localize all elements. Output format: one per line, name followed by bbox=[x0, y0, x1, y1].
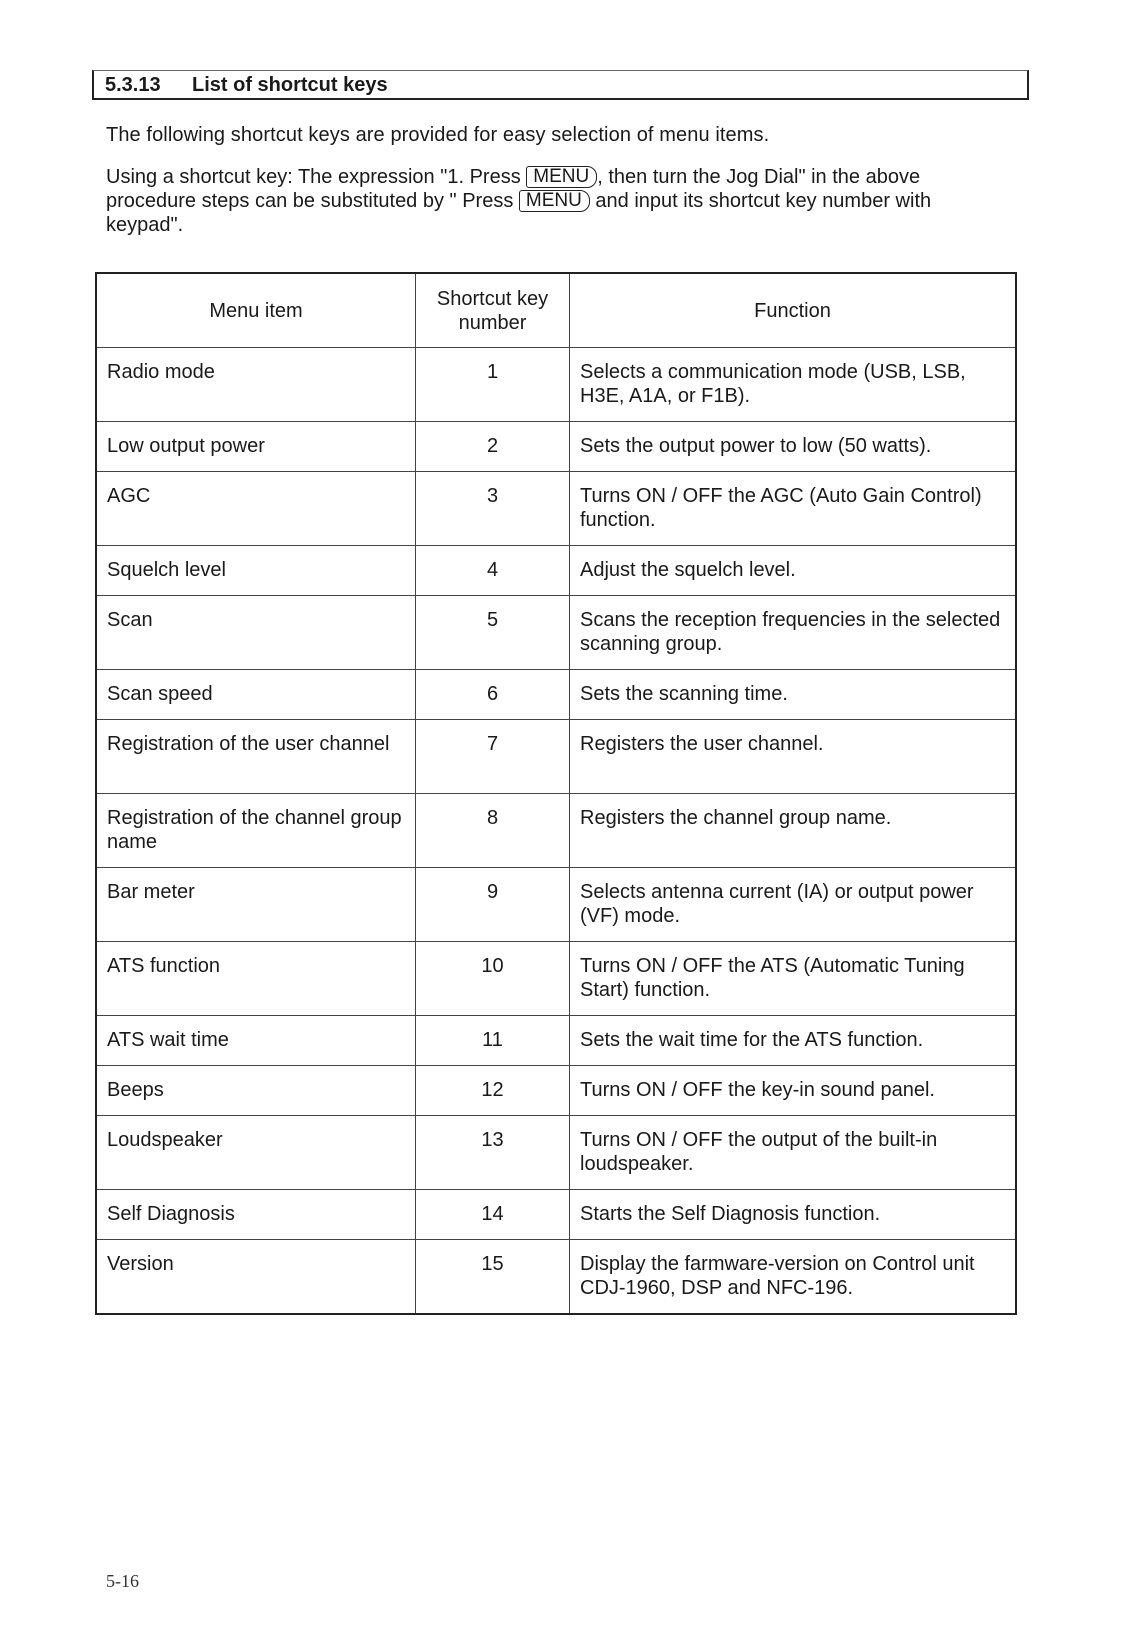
usage-text-2b: and input its shortcut key number with bbox=[589, 190, 932, 212]
table-row bbox=[96, 942, 1016, 1016]
shortcut-number-cell: 9 bbox=[416, 868, 570, 942]
menu-item-cell: ATS wait time bbox=[96, 1016, 416, 1066]
function-cell: Starts the Self Diagnosis function. bbox=[570, 1190, 1017, 1240]
header-menu-item: Menu item bbox=[96, 273, 416, 348]
shortcut-number-cell: 10 bbox=[416, 942, 570, 1016]
function-cell: Sets the wait time for the ATS function. bbox=[570, 1016, 1017, 1066]
menu-item-cell: Registration of the channel group name bbox=[96, 794, 416, 868]
header-shortcut-number: Shortcut key number bbox=[416, 273, 570, 348]
shortcut-number-cell: 15 bbox=[416, 1240, 570, 1315]
header-function: Function bbox=[570, 273, 1017, 348]
table-row bbox=[96, 1066, 1016, 1116]
shortcut-number-cell: 7 bbox=[416, 720, 570, 794]
usage-line-3: keypad". bbox=[106, 214, 184, 236]
usage-line-2 bbox=[106, 189, 1006, 213]
shortcut-table bbox=[95, 272, 1017, 1315]
section-title: List of shortcut keys bbox=[192, 74, 388, 96]
function-cell: Turns ON / OFF the AGC (Auto Gain Control) function. bbox=[570, 472, 1017, 546]
function-cell: Display the farmware-version on Control unit CDJ-1960, DSP and NFC-196. bbox=[570, 1240, 1017, 1315]
menu-item-cell: Low output power bbox=[96, 422, 416, 472]
table-row bbox=[96, 348, 1016, 422]
shortcut-number-cell: 12 bbox=[416, 1066, 570, 1116]
table-row bbox=[96, 720, 1016, 794]
menu-item-cell: Registration of the user channel bbox=[96, 720, 416, 794]
table-row bbox=[96, 1240, 1016, 1315]
page-number: 5-16 bbox=[106, 1571, 139, 1591]
function-cell: Sets the scanning time. bbox=[570, 670, 1017, 720]
menu-item-cell: Self Diagnosis bbox=[96, 1190, 416, 1240]
menu-key-icon: MENU bbox=[519, 190, 590, 212]
intro-paragraph: The following shortcut keys are provided for easy selection of menu items. bbox=[106, 124, 770, 146]
table-row bbox=[96, 596, 1016, 670]
table-row bbox=[96, 1116, 1016, 1190]
shortcut-number-cell: 4 bbox=[416, 546, 570, 596]
table-row bbox=[96, 670, 1016, 720]
shortcut-number-cell: 8 bbox=[416, 794, 570, 868]
menu-item-cell: ATS function bbox=[96, 942, 416, 1016]
function-cell: Selects a communication mode (USB, LSB, H3E, A1A, or F1B). bbox=[570, 348, 1017, 422]
menu-item-cell: Scan speed bbox=[96, 670, 416, 720]
usage-text-1a: Using a shortcut key: The expression "1. Press bbox=[106, 166, 527, 188]
shortcut-number-cell: 5 bbox=[416, 596, 570, 670]
menu-key-icon: MENU bbox=[526, 166, 597, 188]
function-cell: Scans the reception frequencies in the selected scanning group. bbox=[570, 596, 1017, 670]
menu-item-cell: Scan bbox=[96, 596, 416, 670]
function-cell: Adjust the squelch level. bbox=[570, 546, 1017, 596]
menu-item-cell: Squelch level bbox=[96, 546, 416, 596]
table-row bbox=[96, 794, 1016, 868]
shortcut-number-cell: 1 bbox=[416, 348, 570, 422]
usage-text-1b: , then turn the Jog Dial" in the above bbox=[597, 166, 921, 188]
function-cell: Selects antenna current (IA) or output power (VF) mode. bbox=[570, 868, 1017, 942]
menu-item-cell: Bar meter bbox=[96, 868, 416, 942]
shortcut-number-cell: 14 bbox=[416, 1190, 570, 1240]
function-cell: Turns ON / OFF the output of the built-in loudspeaker. bbox=[570, 1116, 1017, 1190]
menu-item-cell: Radio mode bbox=[96, 348, 416, 422]
shortcut-number-cell: 2 bbox=[416, 422, 570, 472]
usage-paragraph bbox=[106, 165, 1006, 237]
shortcut-number-cell: 3 bbox=[416, 472, 570, 546]
usage-text-2a: procedure steps can be substituted by " Press bbox=[106, 190, 519, 212]
shortcut-number-cell: 13 bbox=[416, 1116, 570, 1190]
function-cell: Registers the user channel. bbox=[570, 720, 1017, 794]
table-row bbox=[96, 1016, 1016, 1066]
table-header-row bbox=[96, 273, 1016, 348]
function-cell: Sets the output power to low (50 watts). bbox=[570, 422, 1017, 472]
shortcut-number-cell: 6 bbox=[416, 670, 570, 720]
table-row bbox=[96, 472, 1016, 546]
function-cell: Turns ON / OFF the key-in sound panel. bbox=[570, 1066, 1017, 1116]
table-row bbox=[96, 422, 1016, 472]
section-header bbox=[92, 70, 1029, 100]
usage-line-1 bbox=[106, 165, 1006, 189]
function-cell: Registers the channel group name. bbox=[570, 794, 1017, 868]
menu-item-cell: Version bbox=[96, 1240, 416, 1315]
menu-item-cell: Beeps bbox=[96, 1066, 416, 1116]
table-row bbox=[96, 868, 1016, 942]
table-row bbox=[96, 546, 1016, 596]
menu-item-cell: Loudspeaker bbox=[96, 1116, 416, 1190]
menu-item-cell: AGC bbox=[96, 472, 416, 546]
function-cell: Turns ON / OFF the ATS (Automatic Tuning Start) function. bbox=[570, 942, 1017, 1016]
table-row bbox=[96, 1190, 1016, 1240]
section-number: 5.3.13 bbox=[105, 74, 161, 96]
shortcut-number-cell: 11 bbox=[416, 1016, 570, 1066]
